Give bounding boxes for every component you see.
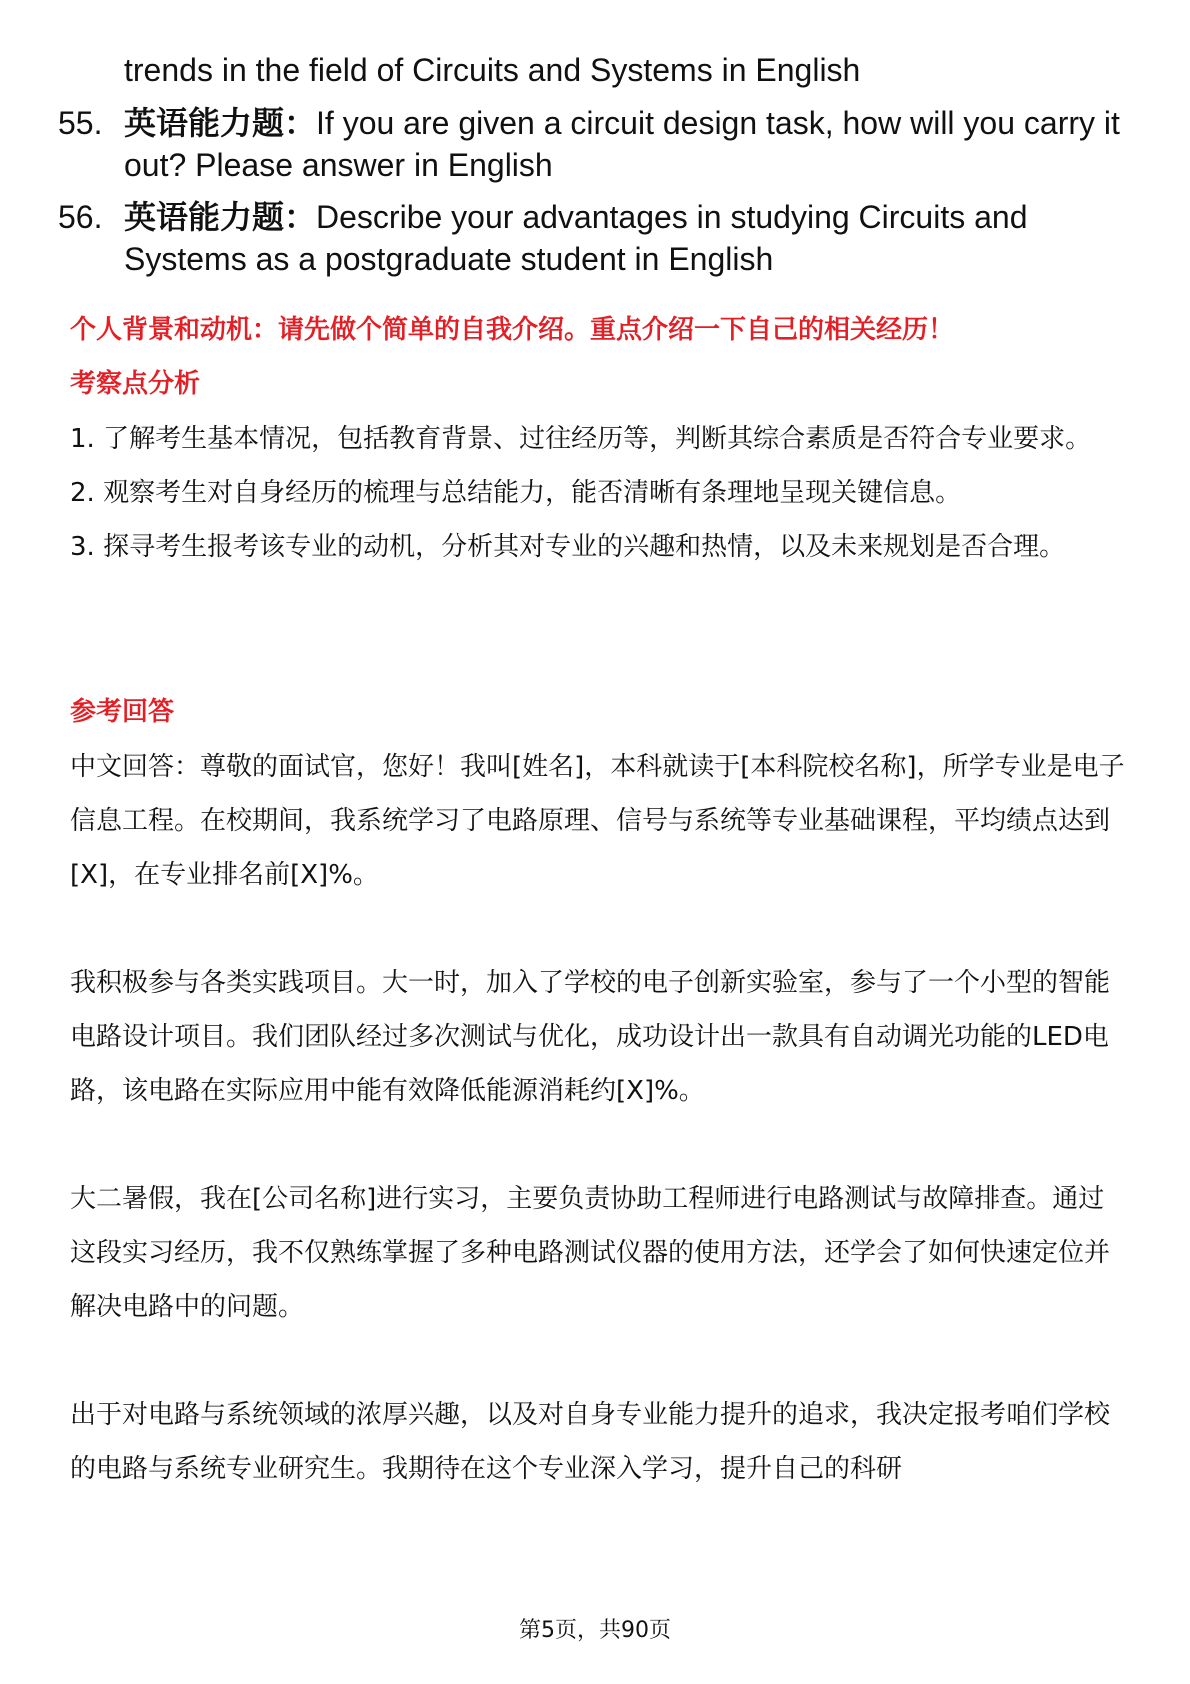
question-item — [58, 196, 1128, 280]
question-number: 55. — [58, 105, 103, 141]
answer-section — [70, 692, 1130, 1496]
question-continuation: trends in the field of Circuits and Systems in English — [124, 52, 861, 88]
answer-paragraph: 我积极参与各类实践项目。大一时，加入了学校的电子创新实验室，参与了一个小型的智能电路设计项目。我们团队经过多次测试与优化，成功设计出一款具有自动调光功能的LED电路，该电路在实际应用中能有效降低能源消耗约[X]%。 — [70, 968, 1111, 1106]
question-item — [58, 102, 1128, 186]
question-text: Describe your advantages in studying Circuits and Systems as a postgraduate student in English — [124, 199, 1028, 277]
answer-paragraph: 中文回答：尊敬的面试官，您好！我叫[姓名]，本科就读于[本科院校名称]，所学专业是电子信息工程。在校期间，我系统学习了电路原理、信号与系统等专业基础课程，平均绩点达到[X]，在专业排名前[X]%。 — [70, 752, 1125, 890]
answer-paragraph: 出于对电路与系统领域的浓厚兴趣，以及对自身专业能力提升的追求，我决定报考咱们学校的电路与系统专业研究生。我期待在这个专业深入学习，提升自己的科研 — [70, 1400, 1111, 1484]
question-list — [58, 48, 1128, 280]
page-footer: 第5页，共90页 — [519, 1618, 671, 1643]
analysis-point: 2. 观察考生对自身经历的梳理与总结能力，能否清晰有条理地呈现关键信息。 — [70, 478, 962, 508]
answer-body — [70, 740, 1130, 1496]
question-tag: 英语能力题： — [124, 198, 317, 236]
analysis-points — [70, 412, 1130, 574]
section-title: 个人背景和动机：请先做个简单的自我介绍。重点介绍一下自己的相关经历！ — [70, 315, 955, 345]
question-body — [124, 196, 1128, 280]
analysis-point: 3. 探寻考生报考该专业的动机，分析其对专业的兴趣和热情，以及未来规划是否合理。 — [70, 532, 1066, 562]
answer-paragraph: 大二暑假，我在[公司名称]进行实习，主要负责协助工程师进行电路测试与故障排查。通过这段实习经历，我不仅熟练掌握了多种电路测试仪器的使用方法，还学会了如何快速定位并解决电路中的问题。 — [70, 1184, 1111, 1322]
question-body — [124, 102, 1128, 186]
analysis-point: 1. 了解考生基本情况，包括教育背景、过往经历等，判断其综合素质是否符合专业要求。 — [70, 424, 1092, 454]
section-title-block — [70, 310, 1130, 350]
analysis-heading: 考察点分析 — [70, 369, 201, 399]
question-number: 56. — [58, 199, 103, 235]
answer-heading: 参考回答 — [70, 697, 175, 727]
question-text: If you are given a circuit design task, how will you carry it out? Please answer in English — [124, 105, 1120, 183]
question-tag: 英语能力题： — [124, 104, 317, 142]
analysis-section — [70, 364, 1130, 574]
